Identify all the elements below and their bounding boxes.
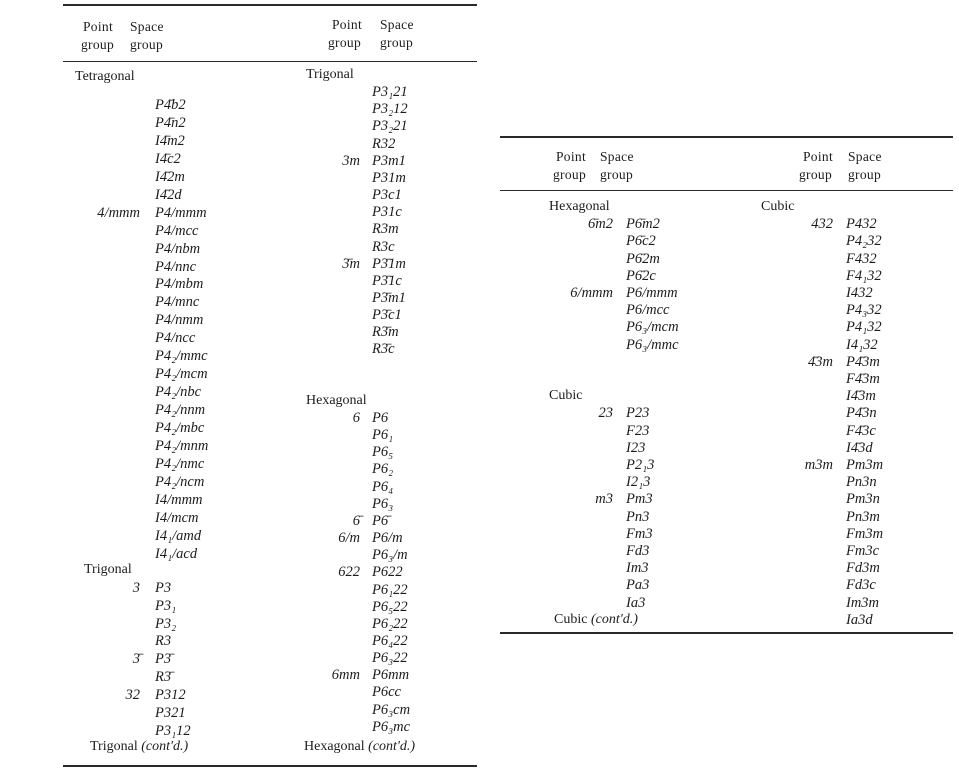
space-group-cell: P4/nnc [155,258,197,275]
section-header: Trigonal [306,67,354,82]
point-group-cell: 6/m [338,530,360,547]
space-group-cell: P6₅22 [372,598,408,615]
space-group-cell: P3₁12 [155,723,191,740]
space-group-cell: P4₂/nbc [155,384,202,401]
space-group-cell: Pm3n [846,491,880,508]
space-group-cell: P6/m [372,530,403,547]
space-group-cell: F4̄3m [846,371,880,387]
space-group-cell: P3 [155,579,172,596]
space-group-cell: Fm3 [626,525,653,542]
space-group-cell: F4₁32 [846,267,882,284]
point-group-cell: 3 [132,579,140,596]
space-group-cell: P3m1 [372,152,406,169]
right-col-a-footer [554,613,638,627]
space-group-cell: Im3m [846,594,880,611]
space-group-cell: I4/mcm [155,509,199,526]
footer-cont: (cont'd.) [590,612,638,627]
section-header: Tetragonal [75,69,135,84]
point-group-cell: 3̄ [132,651,140,668]
space-group-cell: I4̄2m [155,168,185,185]
space-group-cell: P432 [846,216,877,233]
space-group-cell: P4₂/mmc [155,348,208,365]
space-group-cell: F432 [846,250,877,267]
space-group-cell: P3̄m1 [372,289,406,306]
space-group-cell: P3̄c1 [372,307,402,324]
space-group-cell: P4₂/mnm [155,438,209,454]
space-group-cell: P4/mmm [155,204,207,221]
space-group-cell: P6₅ [372,444,394,461]
space-group-cell: F23 [626,422,650,439]
section-header: Cubic [549,388,583,404]
space-group-cell: I4/mmm [155,491,203,508]
left-table-top-rule [63,4,477,6]
right-col-a-header-point: Point [556,149,587,164]
space-group-cell: P4/mnc [155,294,200,311]
space-group-cell: P312 [155,687,186,704]
space-group-cell: P3c1 [372,187,402,204]
point-group-cell: 3m [342,152,360,169]
space-group-cell: P31c [372,204,402,221]
space-group-cell: Fd3m [846,560,880,577]
footer-label: Trigonal [90,739,138,754]
space-group-cell: R3̄ [155,669,172,686]
space-group-cell: P4₂/nnm [155,402,206,419]
space-group-cell: P2₁3 [626,457,655,473]
space-group-cell: I23 [626,439,646,456]
space-group-cell: P6₃/mcm [626,319,679,336]
space-group-cell: P6̄2m [626,250,660,267]
space-group-cell: Pm3m [846,457,884,473]
space-group-cell: P3̄ [155,651,172,668]
space-group-cell: I4₁32 [846,336,878,353]
left-col-b-header-point: Point [332,17,363,32]
space-group-cell: R3 [155,633,172,650]
space-group-cell: Pn3n [846,474,877,491]
space-group-cell: Im3 [626,560,649,577]
space-group-cell: P31m [372,169,406,186]
point-group-cell: 23 [598,405,613,422]
left-col-b-footer [304,740,415,754]
space-group-cell: R32 [372,135,396,152]
space-group-cell: P4₂32 [846,233,882,250]
space-group-cell: P23 [626,405,650,422]
section-header: Cubic [761,199,795,214]
left-col-a-header-group2: group [130,37,163,52]
space-group-cell: P4₂/ncm [155,473,205,490]
space-group-cell: I432 [846,285,873,301]
space-group-cell: P6₃cm [372,701,411,718]
space-group-cell: P6mm [372,667,410,684]
space-group-cell: I4₁/acd [155,545,198,562]
space-group-cell: P622 [372,564,403,581]
left-col-b-header-space: Space [380,17,414,32]
space-group-cell: P3̄1c [372,272,402,289]
space-group-cell: P6₁22 [372,581,408,598]
point-group-cell: 6̄ [352,512,360,529]
section-header: Hexagonal [306,392,367,408]
footer-label: Cubic [554,612,588,627]
space-group-cell: P3₂ [155,615,177,632]
space-group-cell: Pn3 [626,508,650,525]
space-group-cell: F4̄3c [846,422,876,439]
space-group-cell: P6̄m2 [626,216,660,233]
left-col-a-header-point: Point [83,19,114,34]
space-group-cell: P6̄c2 [626,233,656,250]
space-group-cell: P4₁32 [846,319,882,336]
space-group-cell: P4₂/nmc [155,455,205,472]
space-group-cell: P6₄22 [372,632,408,649]
space-group-cell: P6₃mc [372,718,411,735]
right-table-top-rule [500,136,953,138]
space-group-cell: Fd3 [626,543,650,559]
right-table-header-rule [500,190,953,191]
space-group-cell: P321 [155,705,186,722]
space-group-cell: P6₄ [372,478,394,495]
space-group-cell: P6̄ [372,512,389,529]
left-col-a-header-group: group [81,37,114,52]
space-group-cell: P4/mbm [155,276,204,293]
point-group-cell: 32 [125,687,140,704]
space-group-cell: P3₂12 [372,101,408,118]
left-col-b-header-group: group [328,35,361,50]
left-table-header-rule [63,61,477,62]
right-col-a-header-group2: group [600,167,633,182]
space-group-cell: P6 [372,410,389,426]
footer-cont: (cont'd.) [368,739,416,754]
space-group-cell: P3₁ [155,597,177,614]
point-group-cell: 432 [811,216,833,233]
space-group-cell: P6₃/m [372,547,408,564]
space-group-cell: I4̄c2 [155,150,181,167]
left-table-bottom-rule [63,765,477,767]
space-group-cell: P6̄2c [626,267,656,284]
space-group-cell: P4/nmm [155,312,204,329]
space-group-cell: P6₃ [372,495,394,512]
space-group-cell: P4₃32 [846,302,882,319]
section-header: Hexagonal [549,199,610,214]
point-group-cell: 6̄m2 [588,216,613,233]
right-col-a-header-group: group [553,167,586,182]
right-col-a-header-space: Space [600,149,634,164]
right-col-b-header-group2: group [848,167,881,182]
space-group-cell: Ia3d [846,611,873,628]
space-group-cell: P6/mmm [626,285,678,301]
space-group-cell: P3₂21 [372,118,408,135]
space-group-cell: Pn3m [846,508,880,525]
space-group-cell: R3̄c [372,341,395,358]
space-group-cell: P4̄n2 [155,114,186,131]
left-col-a-header-space: Space [130,19,164,34]
point-group-cell: 4/mmm [97,204,140,221]
space-group-cell: P6₃/mmc [626,336,679,353]
space-group-cell: P4̄3m [846,353,880,370]
space-group-cell: R3c [372,238,395,255]
point-group-cell: m3m [804,457,833,473]
space-group-cell: P4/ncc [155,330,196,347]
left-col-a-footer [90,740,188,754]
space-group-cell: P6cc [372,684,401,701]
space-group-cell: P6/mcc [626,302,670,319]
space-group-cell: P6₂22 [372,615,408,632]
point-group-cell: m3 [595,491,613,508]
space-group-cell: Fm3c [846,543,880,559]
space-group-cell: R3m [372,221,399,238]
point-group-cell: 3̄m [342,255,360,272]
space-group-cell: P4̄b2 [155,96,186,113]
point-group-cell: 6mm [331,667,360,684]
footer-cont: (cont'd.) [141,739,189,754]
space-group-cell: Pa3 [626,577,650,594]
space-group-cell: Fm3m [846,525,884,542]
section-header: Trigonal [84,561,132,577]
space-group-cell: P4/nbm [155,240,201,257]
space-group-cell: I4̄m2 [155,132,185,149]
left-col-b-header-group2: group [380,35,413,50]
point-group-cell: 4̄3m [808,353,833,370]
space-group-cell: Ia3 [626,594,646,611]
space-group-cell: I4̄3m [846,388,876,405]
space-group-cell: P3₁21 [372,84,408,101]
space-group-cell: P6₂ [372,461,394,478]
space-group-cell: P4/mcc [155,222,199,239]
space-group-cell: Fd3c [846,577,876,594]
right-table-bottom-rule [500,632,953,634]
right-col-b-header-group: group [799,167,832,182]
space-group-cell: R3̄m [372,324,399,341]
space-group-cell: P6₃22 [372,650,408,667]
point-group-cell: 6/mmm [570,285,613,301]
space-group-cell: I2₁3 [626,474,651,491]
footer-label: Hexagonal [304,739,365,754]
point-group-cell: 6 [352,410,360,426]
space-group-cell: P4₂/mcm [155,366,208,383]
space-group-cell: Pm3 [626,491,653,508]
space-group-cell: P4̄3n [846,405,877,422]
right-col-b-header-point: Point [803,149,834,164]
space-group-cell: I4₁/amd [155,527,202,544]
space-group-cell: P4₂/mbc [155,420,205,437]
space-group-cell: P6₁ [372,427,394,444]
space-group-cell: I4̄3d [846,439,873,456]
right-col-b-header-space: Space [848,149,882,164]
space-group-cell: I4̄2d [155,186,182,203]
space-group-cell: P3̄1m [372,255,406,272]
point-group-cell: 622 [338,564,360,581]
